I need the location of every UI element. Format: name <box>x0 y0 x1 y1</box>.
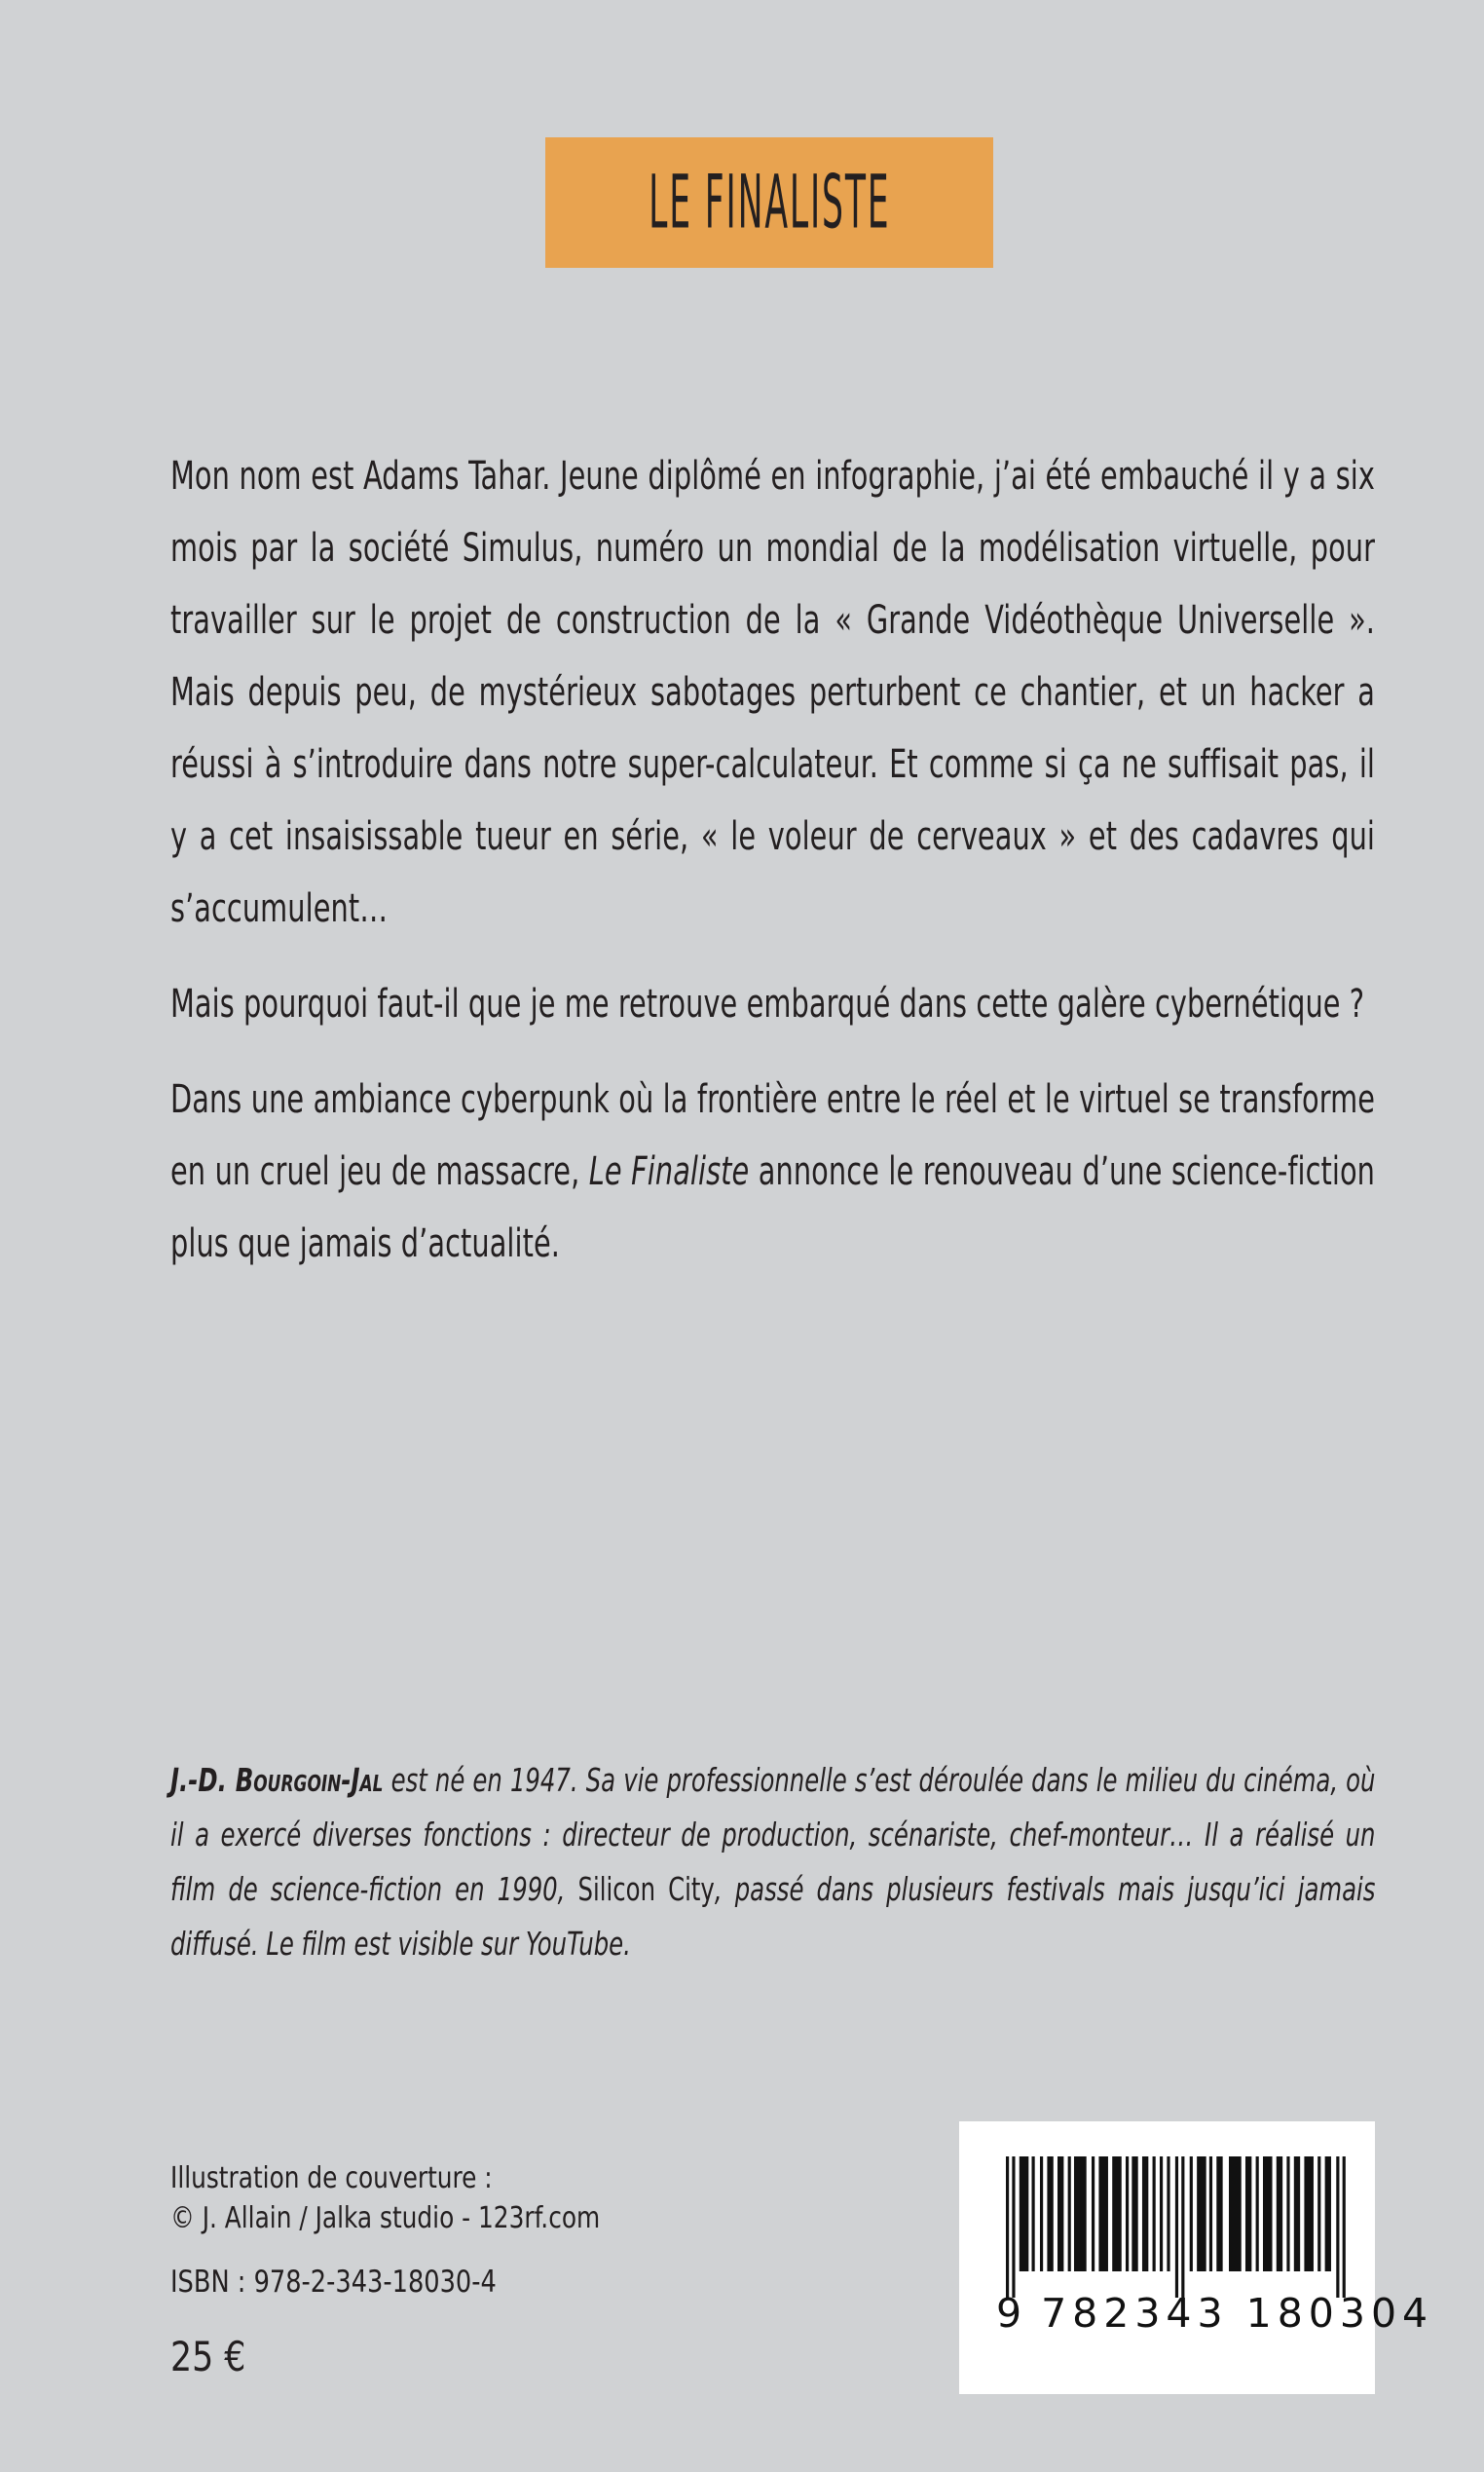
isbn-text: ISBN : 978-2-343-18030-4 <box>170 2265 497 2300</box>
blurb-section <box>170 440 1375 1280</box>
film-title: Silicon City <box>577 1870 715 1908</box>
blurb-paragraph-3 <box>170 1064 1375 1280</box>
barcode-bars <box>1006 2156 1349 2298</box>
credit-line-2: © J. Allain / Jalka studio - 123rf.com <box>170 2201 601 2235</box>
barcode-digits <box>996 2290 1434 2337</box>
title-banner <box>545 137 993 268</box>
barcode-lead-digit: 9 <box>996 2290 1024 2337</box>
author-bio-section <box>170 1753 1375 1971</box>
blurb-p3-part-a: Dans une ambiance cyberpunk où la frontière entre le réel et le virtuel se transforme en un cruel jeu de massacre, <box>170 1077 1375 1194</box>
author-bio-text-a: est né en 1947. Sa vie professionnelle s’est déroulée dans le milieu du cinéma, où il a exercé diverses fonctions : directeur de production, scénariste, chef-monteur… Il a réalisé un film de science-fiction en 1990, <box>170 1761 1376 1908</box>
credit-line-1: Illustration de couverture : <box>170 2161 493 2195</box>
author-surname: Bourgoin-Jal <box>235 1761 384 1799</box>
price-text: 25 € <box>170 2333 246 2380</box>
blurb-p3-book-title: Le Finaliste <box>588 1149 750 1194</box>
book-title: LE FINALISTE <box>648 158 891 245</box>
blurb-p3-part-b: annonce le renouveau d’une science-fiction plus que jamais d’actualité. <box>170 1149 1375 1266</box>
barcode-box <box>959 2121 1434 2394</box>
barcode-svg <box>1006 2156 1349 2298</box>
author-initials: J.-D. <box>170 1761 236 1799</box>
blurb-paragraph-2: Mais pourquoi faut-il que je me retrouve embarqué dans cette galère cybernétique ? <box>170 982 1365 1027</box>
author-bio-text-b: , passé dans plusieurs festivals mais jusqu’ici jamais diffusé. Le film est visible sur YouTube. <box>170 1870 1376 1963</box>
cover-illustration-credit <box>170 2158 600 2238</box>
blurb-paragraph-1: Mon nom est Adams Tahar. Jeune diplômé en infographie, j’ai été embauché il y a six mois par la société Simulus, numéro un mondial de la modélisation virtuelle, pour travailler sur le projet de construction de la « Grande Vidéothèque Universelle ». Mais depuis peu, de mystérieux sabotages perturbent ce chantier, et un hacker a réussi à s’introduire dans notre super-calculateur. Et comme si ça ne suffisait pas, il y a cet insaisissable tueur en série, « le voleur de cerveaux » et des cadavres qui s’accumulent… <box>170 454 1375 931</box>
barcode-right-group: 180304 <box>1245 2290 1434 2337</box>
author-bio-paragraph <box>170 1753 1375 1971</box>
barcode-left-group: 782343 <box>1041 2290 1229 2337</box>
